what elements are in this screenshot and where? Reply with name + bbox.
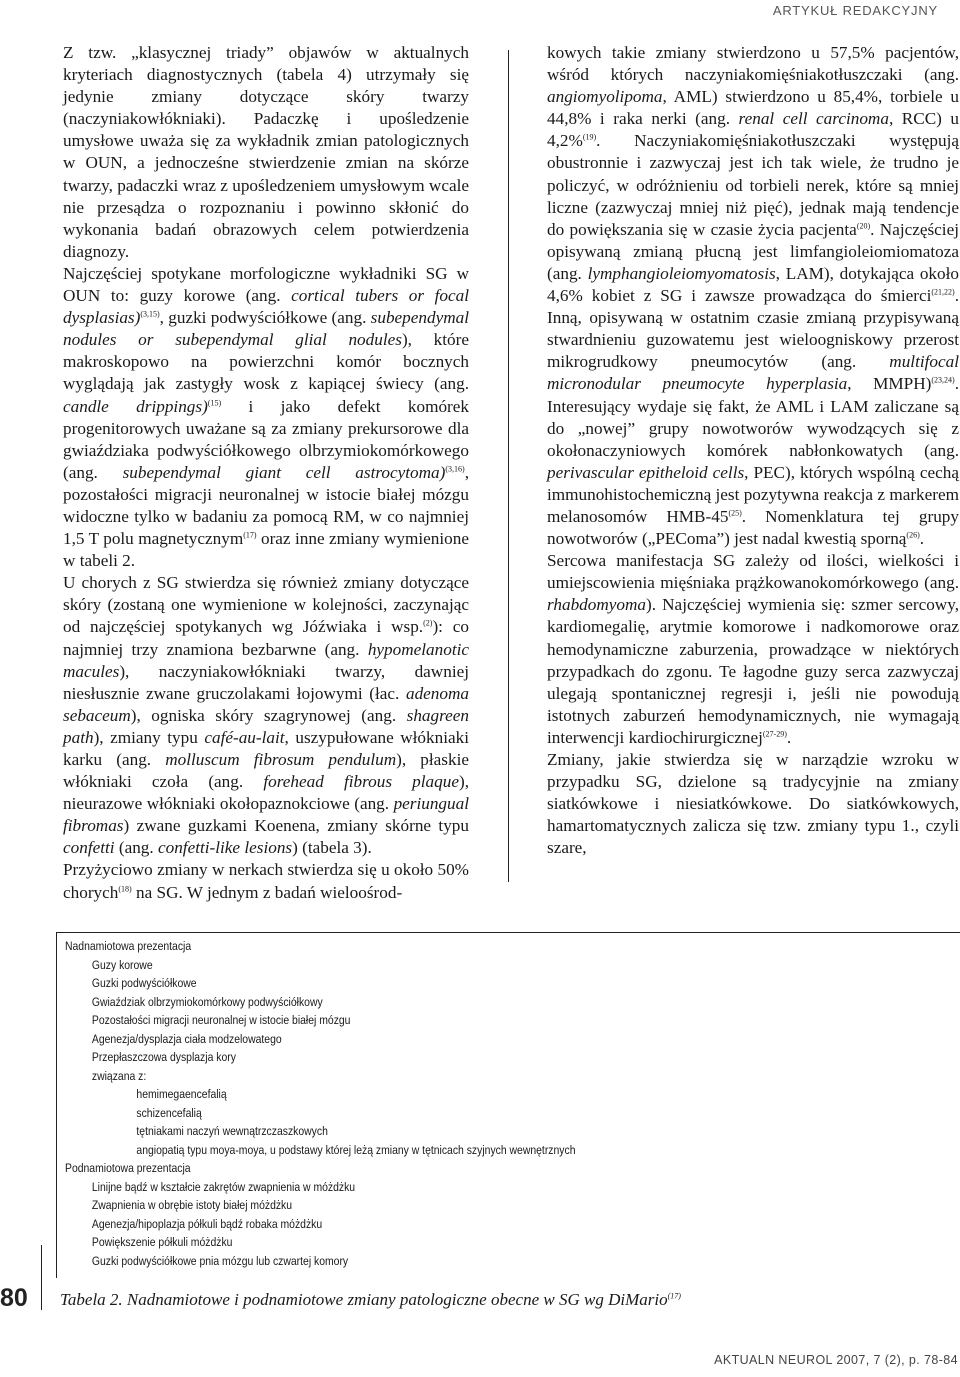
italic-term: café-au-lait: [204, 727, 285, 747]
text-run: ): co najmniej trzy znamiona bezbarwne (ang.: [63, 617, 469, 659]
citation-reference: (20): [856, 221, 871, 231]
italic-term: shagreen path: [63, 705, 469, 747]
text-run: kowych takie zmiany stwierdzono u 57,5% pacjentów, wśród których naczyniakomięśniakotłuszczaki (ang.: [547, 43, 959, 85]
text-run: (ang.: [114, 838, 158, 858]
text-run: . Naczyniakomięśniakotłuszczaki występują obustronnie i zazwyczaj jest ich tak wiele, że trudno je policzyć, w odróżnieniu od torbieli nerek, które są mniej liczne (zazwyczaj mniej niż pięć), jednak mają tendencje do powiększania się w czasie życia pacjenta: [547, 131, 959, 239]
left-text-column: [63, 42, 469, 904]
text-run: i jako defekt komórek progenitorowych uważane są za zmiany prekursorowe dla gwiaździaka podwyściółkowego olbrzymiokomórkowego (ang.: [63, 396, 469, 482]
text-run: , LAM), dotykająca około 4,6% kobiet z SG i zawsze prowadząca do śmierci: [547, 263, 959, 306]
text-run: .: [919, 529, 925, 549]
text-run: . Nomenklatura tej grupy nowotworów („PEComa”) jest nadal kwestią sporną: [547, 506, 959, 549]
italic-term: adenoma sebaceum: [63, 683, 469, 725]
italic-term: renal cell carcinoma: [738, 109, 889, 129]
text-run: . Interesujący wydaje się fakt, że AML i LAM zaliczane są do „nowej” grupy nowotworów wywodzących się z okołonaczyniowych komórek nabłonkowatych (ang.: [547, 374, 959, 460]
citation-reference: (23,24): [931, 375, 955, 385]
italic-term: candle drippings): [63, 396, 208, 416]
italic-term: hypomelanotic macules: [63, 639, 469, 681]
table-row: Pozostałości migracji neuronalnej w istocie białej mózgu: [91, 1013, 351, 1027]
citation-reference: (15): [207, 397, 222, 407]
table-2-list: [65, 937, 575, 1270]
body-paragraph: [63, 859, 469, 903]
italic-term: multifocal micronodular pneumocyte hyperplasia: [547, 352, 959, 394]
text-run: , AML) stwierdzono u 85,4%, torbiele u 44,8% i raka nerki (ang.: [547, 87, 959, 129]
italic-term: subependymal nodules or subependymal glial nodules: [63, 308, 469, 350]
text-run: . Inną, opisywaną w ostatnim czasie zmianą przypisywaną stwardnieniu guzowatemu jest wieloogniskowy przerost mikrogrudkowy pneumocytów (ang.: [547, 286, 959, 372]
italic-term: molluscum fibrosum pendulum: [165, 750, 397, 769]
table-row: schizencefalią: [136, 1105, 202, 1120]
italic-term: forehead fibrous plaque: [263, 772, 459, 792]
page-number: 80: [0, 1284, 28, 1312]
citation-reference: (26): [906, 530, 920, 540]
text-run: ), nieurazowe włókniaki okołopaznokciowe (ang.: [63, 772, 469, 814]
italic-term: confetti: [63, 838, 115, 858]
table-row: Agenezja/dysplazja ciała modzelowatego: [91, 1031, 282, 1046]
table-row: Podnamiotowa prezentacja: [65, 1161, 191, 1175]
italic-term: cortical tubers or focal dysplasias): [63, 286, 469, 328]
citation-reference: (18): [118, 883, 132, 893]
table-caption-reference: (17): [667, 1291, 681, 1301]
table-caption: [60, 1290, 681, 1310]
text-run: ), które makroskopowo na powierzchni komór bocznych wyglądają jak zastygły wosk z kapiącej świecy (ang.: [63, 330, 469, 394]
text-run: U chorych z SG stwierdza się również zmiany dotyczące skóry (zostaną one wymienione w kolejności, zaczynając od najczęściej spotykanych wg Jóźwiaka i wsp.: [63, 573, 469, 637]
table-row: Guzki podwyściółkowe: [91, 976, 197, 990]
journal-citation: AKTUALN NEUROL 2007, 7 (2), p. 78-84: [714, 1353, 958, 1367]
header-section-label: ARTYKUŁ REDAKCYJNY: [772, 3, 938, 18]
table-row: Nadnamiotowa prezentacja: [65, 939, 192, 953]
table-row: angiopatią typu moya-moya, u podstawy której leżą zmiany w tętnicach szyjnych wewnętrznych: [136, 1142, 576, 1157]
italic-term: angiomyolipoma: [547, 87, 663, 107]
citation-reference: (2): [423, 618, 433, 628]
body-paragraph: [63, 572, 469, 859]
citation-reference: (25): [728, 508, 742, 518]
italic-term: perivascular epitheloid cells: [547, 462, 745, 482]
text-run: na SG. W jednym z badań wieloośrod-: [131, 882, 403, 902]
text-run: ). Najczęściej wymienia się: szmer sercowy, kardiomegalię, arytmie komorowe i nadkomorowe oraz hemodynamiczne zaburzenia, prowadzące w niektórych przypadkach do zgonu. Te łagodne guzy serca zazwyczaj ulegają spontanicznej regresji i, jeśli nie powodują istotnych zaburzeń hemodynamicznych, nie wymagają interwencji kardiochirurgicznej: [547, 595, 959, 747]
text-run: Przyżyciowo zmiany w nerkach stwierdza się u około 50% chorych: [63, 860, 469, 902]
text-run: , RCC) u 4,2%: [547, 109, 959, 151]
text-run: ), ogniska skóry szagrynowej (ang.: [130, 705, 407, 725]
table-row: Guzy korowe: [91, 957, 153, 972]
italic-term: confetti-like lesions: [157, 838, 293, 858]
right-text-column: [547, 42, 959, 859]
table-row: Powiększenie półkuli móżdżku: [91, 1235, 233, 1249]
text-run: , MMPH): [847, 374, 932, 394]
text-run: Sercowa manifestacja SG zależy od ilości, wielkości i umiejscowienia mięśniaka prążkowanokomórkowego (ang.: [547, 551, 959, 593]
italic-term: subependymal giant cell astrocytoma): [122, 462, 446, 482]
text-run: ), naczyniakowłókniaki twarzy, dawniej niesłusznie zwane gruczolakami łojowymi (łac.: [63, 661, 469, 703]
body-paragraph: [547, 749, 959, 859]
table-row: Guzki podwyściółkowe pnia mózgu lub czwartej komory: [91, 1253, 349, 1268]
text-run: . Najczęściej opisywaną zmianą płucną jest limfangioleiomiomatoza (ang.: [547, 219, 959, 283]
citation-reference: (21,22): [931, 287, 955, 297]
body-paragraph: [63, 263, 469, 572]
table-row: tętniakami naczyń wewnątrzczaszkowych: [136, 1124, 328, 1138]
text-run: oraz inne zmiany wymienione w tabeli 2.: [63, 529, 469, 571]
page-number-rule: [41, 1245, 42, 1310]
italic-term: rhabdomyoma: [547, 595, 646, 615]
italic-term: lymphangioleiomyomatosis: [587, 263, 776, 283]
table-row: Gwiaździak olbrzymiokomórkowy podwyściółkowy: [91, 994, 323, 1009]
text-run: Zmiany, jakie stwierdza się w narządzie wzroku w przypadku SG, dzielone są tradycyjnie na zmiany siatkówkowe i niesiatkówkowe. Do siatkówkowych, hamartomatycznych zalicza się tzw. zmiany typu 1., czyli szare,: [547, 750, 959, 858]
text-run: .: [786, 727, 792, 747]
citation-reference: (19): [582, 132, 597, 142]
text-run: ) zwane guzkami Koenena, zmiany skórne typu: [123, 816, 469, 836]
table-row: Przepłaszczowa dysplazja kory: [91, 1050, 236, 1064]
body-paragraph: [547, 550, 959, 749]
text-run: , uszypułowane włókniaki karku (ang.: [63, 727, 469, 769]
text-run: Najczęściej spotykane morfologiczne wykładniki SG w OUN to: guzy korowe (ang.: [63, 263, 469, 306]
citation-reference: (3,15): [140, 309, 160, 319]
text-run: ), zmiany typu: [93, 727, 205, 747]
body-paragraph: [547, 42, 959, 550]
table-caption-text: Tabela 2. Nadnamiotowe i podnamiotowe zmiany patologiczne obecne w SG wg DiMario: [60, 1290, 668, 1309]
table-row: hemimegaencefalią: [136, 1087, 227, 1101]
text-run: ) (tabela 3).: [292, 838, 372, 858]
table-row: Zwapnienia w obrębie istoty białej móżdżku: [91, 1198, 293, 1212]
table-row: Linijne bądź w kształcie zakrętów zwapnienia w móżdżku: [91, 1179, 356, 1194]
table-row: związana z:: [91, 1068, 147, 1083]
text-run: , PEC), których wspólną cechą immunohistochemiczną jest pozytywna reakcja z markerem melanosomów HMB-45: [547, 462, 959, 526]
text-run: , pozostałości migracji neuronalnej w istocie białej mózgu widoczne tylko w badaniu za pomocą RM, w co najmniej 1,5 T polu magnetycznym: [63, 462, 469, 549]
column-divider: [508, 50, 509, 882]
table-2-box: [56, 932, 960, 1278]
citation-reference: (3,16): [445, 464, 465, 474]
citation-reference: (17): [243, 530, 257, 540]
citation-reference: (27-29): [762, 729, 787, 739]
text-run: ), płaskie włókniaki czoła (ang.: [63, 750, 469, 792]
italic-term: periungual fibromas: [63, 794, 469, 836]
text-run: Z tzw. „klasycznej triady” objawów w aktualnych kryteriach diagnostycznych (tabela 4) utrzymały się jedynie zmiany dotyczące skóry twarzy (naczyniakowłókniaki). Padaczkę i upośledzenie umysłowe uważa się za wykładnik zmian patologicznych w OUN, a jednocześne stwierdzenie zmian na skórze twarzy, padaczki wraz z upośledzeniem umysłowym wcale nie przesądza o rozpoznaniu i powinno skłonić do wykonania badań obrazowych celem potwierdzenia diagnozy.: [63, 43, 469, 261]
body-paragraph: [63, 42, 469, 263]
text-run: , guzki podwyściółkowe (ang.: [159, 308, 371, 328]
table-row: Agenezja/hipoplazja półkuli bądź robaka móżdżku: [91, 1216, 323, 1231]
